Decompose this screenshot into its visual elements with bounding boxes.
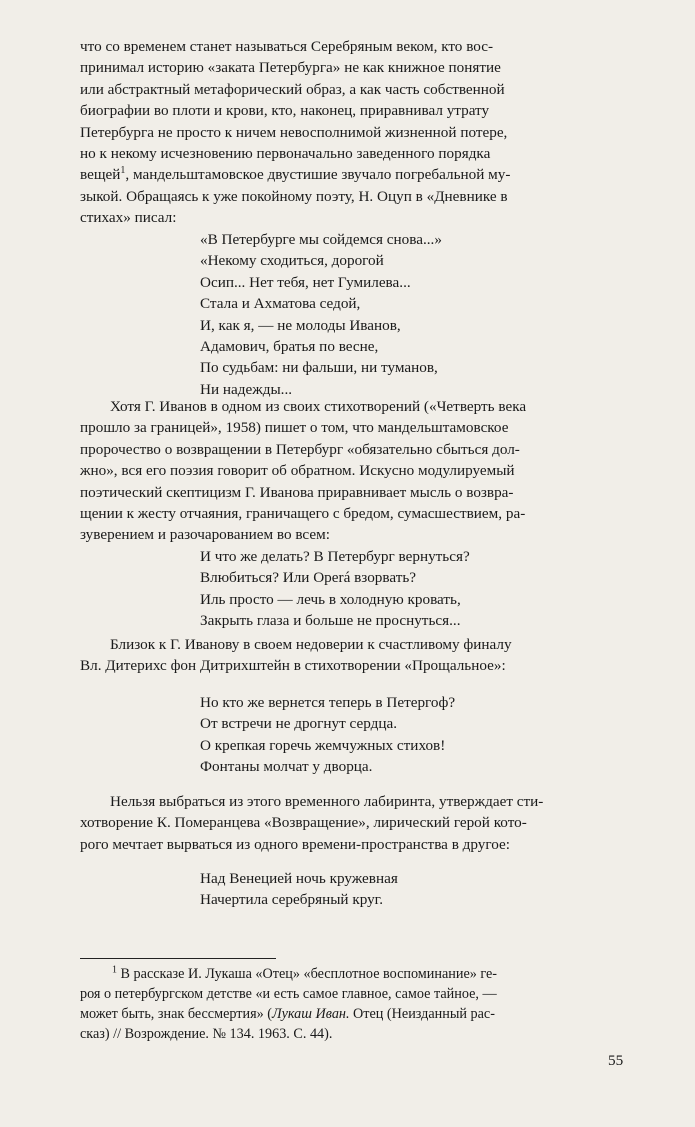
author-name-italic: Лукаш Иван.	[271, 1006, 350, 1022]
verse-line: Ни надежды...	[200, 380, 293, 398]
verse-line: По судьбам: ни фальши, ни туманов,	[200, 359, 438, 377]
text-line: роя о петербургском детстве «и есть самое главное, самое тайное, —	[80, 986, 497, 1002]
verse-line: Адамович, братья по весне,	[200, 338, 379, 356]
text-line: Вл. Дитерихс фон Дитрихштейн в стихотворении «Прощальное»:	[80, 657, 506, 675]
text-line: Хотя Г. Иванов в одном из своих стихотворений («Четверть века	[110, 398, 527, 415]
text-line: поэтический скептицизм Г. Иванова приравнивает мысль о возвра-	[80, 483, 514, 501]
poem-4	[200, 868, 398, 911]
text-fragment: может быть, знак бессмертия» (	[80, 1006, 272, 1022]
verse-line: О крепкая горечь жемчужных стихов!	[200, 736, 446, 754]
text-line: биографии во плоти и крови, кто, наконец, приравнивал утрату	[80, 102, 490, 120]
text-line: стихах» писал:	[80, 209, 177, 227]
verse-line: И, как я, — не молоды Иванов,	[200, 316, 401, 334]
paragraph-4	[80, 791, 640, 855]
text-line	[80, 1004, 640, 1024]
text-line: хотворение К. Померанцева «Возвращение», лирический герой кото-	[80, 814, 527, 832]
paragraph-2	[80, 396, 640, 546]
footnote-divider	[80, 958, 276, 959]
footnote-marker: 1	[112, 964, 117, 976]
footnote-reference[interactable]: 1	[120, 165, 126, 177]
verse-line: Начертила серебряный круг.	[200, 891, 383, 909]
verse-line: Иль просто — лечь в холодную кровать,	[200, 590, 461, 608]
text-line: Петербурга не просто к ничем невосполнимой жизненной потере,	[80, 123, 508, 141]
verse-line: Фонтаны молчат у дворца.	[200, 758, 373, 776]
text-line: прошло за границей», 1958) пишет о том, что мандельштамовское	[80, 419, 509, 437]
verse-line: «В Петербурге мы сойдемся снова...»	[200, 231, 442, 248]
text-line: жно», вся его поэзия говорит об обратном. Искусно модулируемый	[80, 462, 515, 480]
verse-line: Над Венецией ночь кружевная	[200, 870, 398, 887]
text-line: зыкой. Обращаясь к уже покойному поэту, Н. Оцуп в «Дневнике в	[80, 187, 508, 205]
verse-line: «Некому сходиться, дорогой	[200, 252, 384, 270]
text-line: пророчество о возвращении в Петербург «обязательно сбыться дол-	[80, 440, 520, 458]
text-line: что со временем станет называться Серебряным веком, кто вос-	[80, 38, 494, 55]
poem-2	[200, 546, 470, 632]
text-line: сказ) // Возрождение. № 134. 1963. С. 44).	[80, 1026, 333, 1042]
text-line: рого мечтает вырваться из одного времени-пространства в другое:	[80, 835, 510, 853]
text-fragment: В рассказе И. Лукаша «Отец» «бесплотное воспоминание» ге-	[120, 966, 498, 982]
text-line: но к некому исчезновению первоначально заведенного порядка	[80, 145, 491, 163]
text-line: щении к жесту отчаяния, граничащего с бредом, сумасшествием, ра-	[80, 505, 526, 523]
text-fragment: , мандельштамовское двустишие звучало погребальной му-	[125, 166, 511, 184]
verse-line: Но кто же вернется теперь в Петергоф?	[200, 694, 456, 711]
verse-line: Осип... Нет тебя, нет Гумилева...	[200, 273, 411, 291]
verse-line: Стала и Ахматова седой,	[200, 295, 361, 313]
text-line: зуверением и разочарованием во всем:	[80, 526, 330, 544]
poem-1	[200, 229, 442, 400]
footnote	[80, 964, 640, 1044]
verse-line: И что же делать? В Петербург вернуться?	[200, 548, 470, 565]
verse-line: Закрыть глаза и больше не проснуться...	[200, 612, 461, 630]
text-line: принимал историю «заката Петербурга» не как книжное понятие	[80, 59, 501, 77]
text-fragment: Отец (Неизданный рас-	[349, 1006, 495, 1022]
text-line	[80, 964, 640, 984]
text-line: Близок к Г. Иванову в своем недоверии к счастливому финалу	[110, 636, 512, 653]
poem-3	[200, 692, 455, 778]
verse-line: От встречи не дрогнут сердца.	[200, 715, 397, 733]
verse-line: Влюбиться? Или Operá взорвать?	[200, 569, 416, 587]
text-line: Нельзя выбраться из этого временного лабиринта, утверждает сти-	[110, 793, 544, 810]
text-fragment: вещей	[80, 166, 121, 184]
paragraph-1	[80, 36, 640, 229]
page-number: 55	[608, 1052, 624, 1069]
paragraph-3	[80, 634, 640, 677]
text-line	[80, 164, 640, 185]
text-line: или абстрактный метафорический образ, а как часть собственной	[80, 80, 505, 98]
